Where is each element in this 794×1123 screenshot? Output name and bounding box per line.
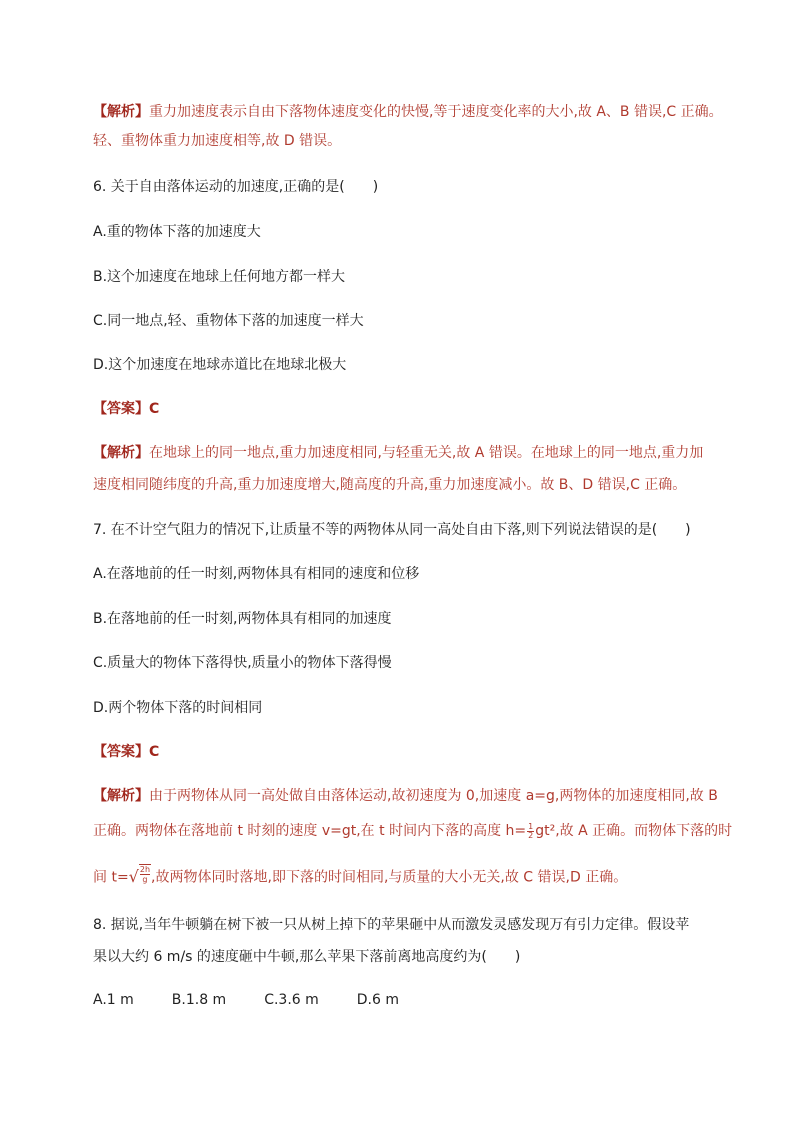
analysis-tag: 【解析】 xyxy=(93,445,149,461)
question-6-option-b: B.这个加速度在地球上任何地方都一样大 xyxy=(93,269,346,285)
question-6-analysis xyxy=(93,442,703,464)
question-7-option-c: C.质量大的物体下落得快,质量小的物体下落得慢 xyxy=(93,655,392,671)
question-8-option-a: A.1 m xyxy=(93,992,134,1008)
question-7-option-b: B.在落地前的任一时刻,两物体具有相同的加速度 xyxy=(93,611,392,627)
fraction-numerator: 1 xyxy=(528,821,534,831)
sqrt-expression xyxy=(129,864,151,891)
answer-tag: 【答案】 xyxy=(93,744,149,760)
sqrt-denominator: g xyxy=(142,875,148,884)
question-7-stem: 7. 在不计空气阻力的情况下,让质量不等的两物体从同一高处自由下落,则下列说法错误的是( ) xyxy=(93,522,691,538)
sqrt-fraction xyxy=(139,864,151,884)
fraction-denominator: 2 xyxy=(528,830,534,840)
answer-tag: 【答案】 xyxy=(93,401,149,417)
analysis-text xyxy=(93,820,732,842)
question-8-stem-line1: 8. 据说,当年牛顿躺在树下被一只从树上掉下的苹果砸中从而激发灵感发现万有引力定律。假设苹 xyxy=(93,917,690,933)
answer-value: C xyxy=(149,744,160,760)
analysis-text-part: 间 t= xyxy=(93,869,129,886)
question-6-option-c: C.同一地点,轻、重物体下落的加速度一样大 xyxy=(93,313,364,329)
question-8-option-c: C.3.6 m xyxy=(264,992,319,1008)
analysis-text-part: ,故两物体同时落地,即下落的时间相同,与质量的大小无关,故 C 错误,D 正确。 xyxy=(151,869,628,886)
question-6-answer xyxy=(93,398,159,420)
question-8-option-b: B.1.8 m xyxy=(171,992,227,1008)
question-6-option-d: D.这个加速度在地球赤道比在地球北极大 xyxy=(93,357,347,373)
question-7-answer xyxy=(93,741,159,763)
analysis-text-part: 正确。两物体在落地前 t 时刻的速度 v=gt,在 t 时间内下落的高度 h= xyxy=(93,823,527,839)
analysis-text: 重力加速度表示自由下落物体速度变化的快慢,等于速度变化率的大小,故 A、B 错误,C 正确。 xyxy=(149,104,723,120)
analysis-text xyxy=(93,864,627,891)
answer-value: C xyxy=(149,401,160,417)
question-7-option-d: D.两个物体下落的时间相同 xyxy=(93,700,263,716)
analysis-text: 由于两物体从同一高处做自由落体运动,故初速度为 0,加速度 a=g,两物体的加速度相同,故 B xyxy=(149,788,718,804)
question-7-option-a: A.在落地前的任一时刻,两物体具有相同的速度和位移 xyxy=(93,566,420,582)
analysis-paragraph xyxy=(93,101,723,123)
radical-sign-icon: √ xyxy=(128,867,139,886)
question-8-option-d: D.6 m xyxy=(356,992,400,1008)
analysis-text: 速度相同随纬度的升高,重力加速度增大,随高度的升高,重力加速度减小。故 B、D 错误,C 正确。 xyxy=(93,477,687,493)
analysis-tag: 【解析】 xyxy=(93,788,149,804)
fraction-one-half xyxy=(527,823,534,840)
question-6-option-a: A.重的物体下落的加速度大 xyxy=(93,224,261,240)
question-8-options xyxy=(93,989,437,1011)
sqrt-numerator: 2h xyxy=(139,865,151,874)
question-7-analysis xyxy=(93,785,718,807)
analysis-tag: 【解析】 xyxy=(93,104,149,120)
question-8-stem-line2: 果以大约 6 m/s 的速度砸中牛顿,那么苹果下落前离地高度约为( ) xyxy=(93,949,521,965)
analysis-text: 轻、重物体重力加速度相等,故 D 错误。 xyxy=(93,133,342,149)
analysis-text-part: gt²,故 A 正确。而物体下落的时 xyxy=(535,823,733,839)
question-6-stem: 6. 关于自由落体运动的加速度,正确的是( ) xyxy=(93,179,379,195)
analysis-text: 在地球上的同一地点,重力加速度相同,与轻重无关,故 A 错误。在地球上的同一地点,重力加 xyxy=(149,445,704,461)
